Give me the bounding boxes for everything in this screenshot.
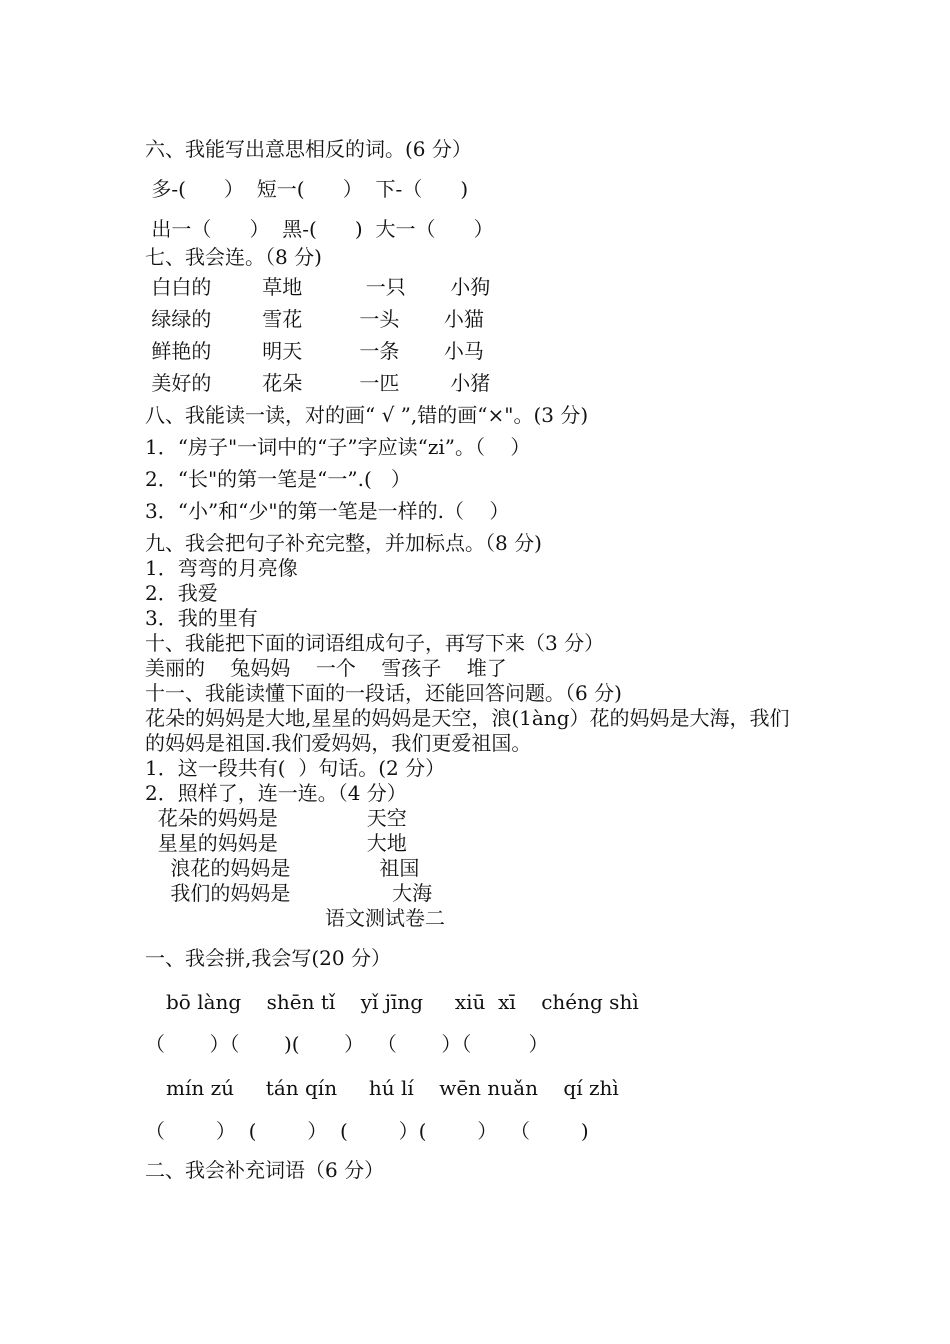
pair-row-1: 花朵的妈妈是 天空 — [145, 806, 407, 830]
passage-line-1: 花朵的妈妈是大地,星星的妈妈是天空，浪(1àng）花的妈妈是大海，我们 — [145, 706, 790, 730]
question-9-2: 2．我爱 — [145, 581, 218, 605]
answer-blanks-1: （ ）（ )( ） （ ）（ ） — [145, 1032, 549, 1056]
antonym-row-1: 多-( ） 短一( ） 下-（ ) — [145, 177, 469, 201]
match-row-4: 美好的 花朵 一匹 小猪 — [145, 371, 491, 395]
antonym-row-2: 出一（ ） 黑-( ) 大一（ ） — [145, 217, 494, 241]
exam-title: 语文测试卷二 — [325, 906, 445, 930]
section-9-title: 九、我会把句子补充完整，并加标点。（8 分) — [145, 531, 542, 555]
pinyin-row-1: bō làng shēn tǐ yǐ jīng xiū xī chéng shì — [166, 990, 639, 1014]
question-8-1: 1．“房子"一词中的“子”字应读“zi”。（ ） — [145, 435, 531, 459]
pinyin-row-2: mín zú tán qín hú lí wēn nuǎn qí zhì — [166, 1076, 619, 1100]
question-8-2: 2．“长"的第一笔是“一”.( ） — [145, 467, 411, 491]
pair-row-4: 我们的妈妈是 大海 — [145, 881, 433, 905]
part-1-title: 一、我会拼,我会写(20 分） — [145, 946, 391, 970]
section-10-title: 十、我能把下面的词语组成句子，再写下来（3 分） — [145, 631, 605, 655]
passage-line-2: 的妈妈是祖国.我们爱妈妈，我们更爱祖国。 — [145, 731, 532, 755]
match-row-2: 绿绿的 雪花 一头 小猫 — [145, 307, 484, 331]
section-8-title: 八、我能读一读，对的画“ √ ”,错的画“×"。(3 分) — [145, 403, 589, 427]
pair-row-2: 星星的妈妈是 大地 — [145, 831, 407, 855]
answer-blanks-2: （ ） ( ） ( ）( ） （ ) — [145, 1119, 589, 1143]
match-row-1: 白白的 草地 一只 小狗 — [145, 275, 491, 299]
match-row-3: 鲜艳的 明天 一条 小马 — [145, 339, 484, 363]
part-2-title: 二、我会补充词语（6 分） — [145, 1158, 385, 1182]
question-9-3: 3．我的里有 — [145, 606, 258, 630]
section-6-title: 六、我能写出意思相反的词。(6 分） — [145, 137, 472, 161]
section-7-title: 七、我会连。（8 分) — [145, 245, 322, 269]
word-bank: 美丽的 兔妈妈 一个 雪孩子 堆了 — [145, 656, 507, 680]
pair-row-3: 浪花的妈妈是 祖国 — [145, 856, 420, 880]
question-9-1: 1．弯弯的月亮像 — [145, 556, 298, 580]
section-11-title: 十一、我能读懂下面的一段话，还能回答问题。（6 分) — [145, 681, 622, 705]
question-11-1: 1．这一段共有( ）句话。(2 分） — [145, 756, 446, 780]
question-8-3: 3．“小”和“少"的第一笔是一样的.（ ） — [145, 499, 510, 523]
question-11-2: 2．照样了，连一连。（4 分） — [145, 781, 407, 805]
